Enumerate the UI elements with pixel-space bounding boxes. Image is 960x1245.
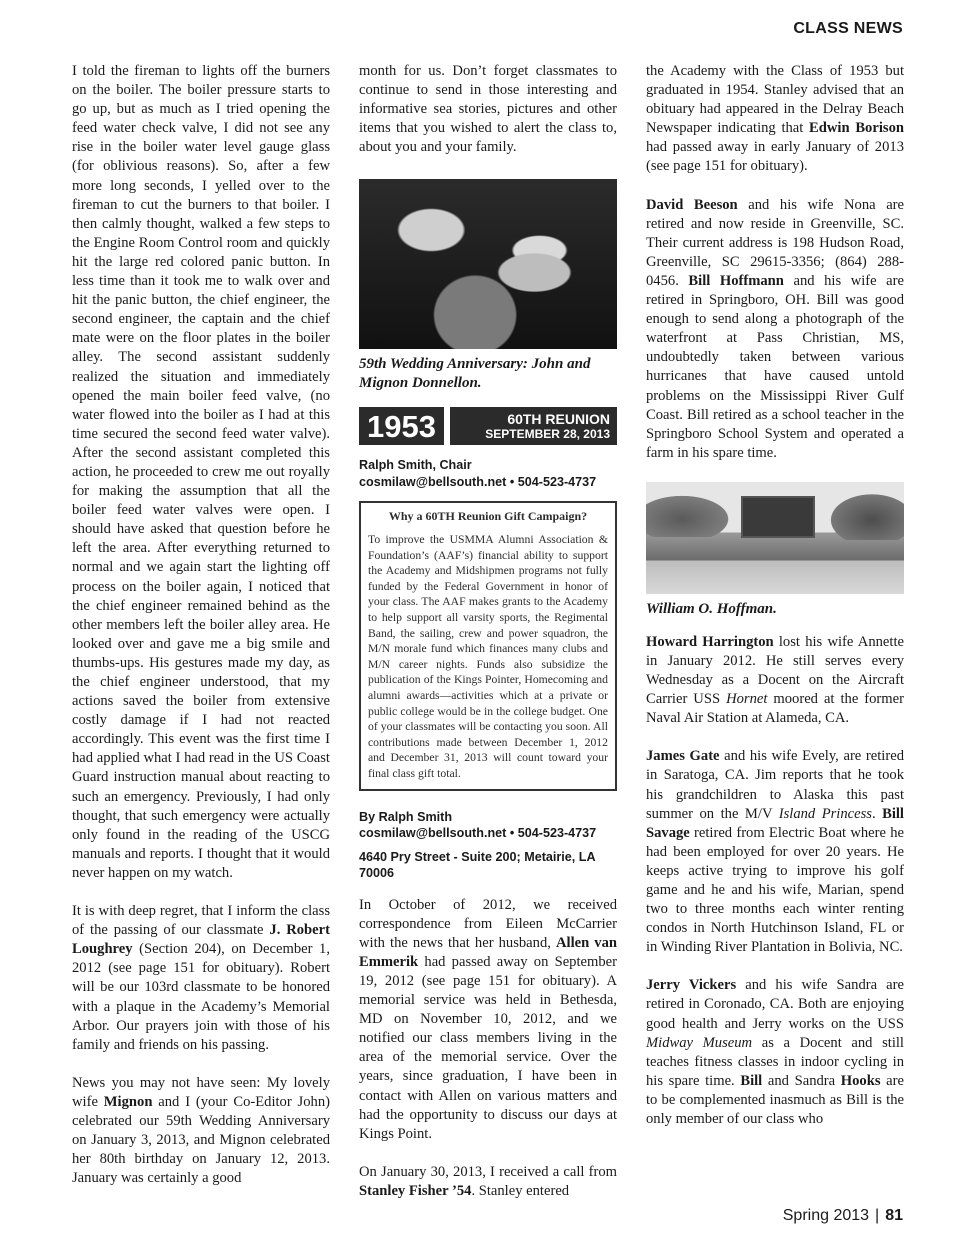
photo-caption: 59th Wedding Anniversary: John and Mignon Donnellon. (359, 356, 591, 392)
article-paragraph: David Beeson and his wife Nona are retired and now reside in Greenville, SC. Their current address is 198 Hudson Road, Greenville, SC 29615-3356; (864) 288-0456. Bill Hoffmann and his wife are retired in Springboro, OH. Bill was good enough to send along a photograph of the waterfront at Pass Christian, MS, undoubtedly taken between various hurricanes that have caused untold problems on the Mississippi River Gulf Coast. Bill retired as a school teacher in the Springboro School System and operated a farm in his spare time. (646, 196, 905, 461)
classmate-name: David Beeson (646, 196, 738, 213)
classmate-name: Mignon (103, 1093, 153, 1110)
pass-christian-photo (646, 482, 904, 594)
anniversary-photo (359, 179, 617, 349)
issue-label: Spring 2013 (782, 1207, 870, 1224)
classmate-name: James Gate (646, 748, 720, 765)
classmate-name: Howard Harrington (646, 633, 774, 650)
chair-email-phone: cosmilaw@bellsouth.net • 504-523-4737 (359, 474, 597, 489)
column-left (72, 62, 330, 1207)
article-paragraph: It is with deep regret, that I inform the class of the passing of our classmate J. Robert Loughrey (Section 204), on December 1, 2012 (see page 151 for obituary). Robert will be our 103rd classmate to be honored with a plaque in the Academy’s Memorial Arbor. Our prayers join with those of his family and friends on his passing. (72, 903, 330, 1053)
byline-address: 4640 Pry Street - Suite 200; Metairie, LA 70006 (359, 849, 596, 881)
chair-name: Ralph Smith, Chair (359, 458, 472, 473)
reunion-chair-contact (359, 457, 617, 490)
article-paragraph: News you may not have seen: My lovely wife Mignon and I (your Co-Editor John) celebrated our 59th Wedding Anniversary on January 3, 2013, and Mignon celebrated her 80th birthday on January 12, 2013. January was certainly a good (72, 1074, 330, 1187)
article-paragraph: James Gate and his wife Evely, are retired in Saratoga, CA. Jim reports that he took his grandchildren to Alaska this past summer on the M/V Island Princess. Bill Savage retired from Electric Boat where he had been employed for over 20 years. He keeps active trying to improve his golf game and he and his wife, Marian, spend two to three months each winter renting condos in North Hutchinson Island, FL or in Winding River Plantation in Bolivia, NC. (646, 748, 904, 956)
classmate-name: Bill Savage (646, 805, 904, 841)
article-paragraph: In October of 2012, we received correspondence from Eileen McCarrier with the news that her husband, Allen van Emmerik had passed away on September 19, 2012 (see page 151 for obituary). A memorial service was held in Bethesda, MD on November 10, 2012, and we notified our class members living in the area of the memorial service. Over the years, since graduation, I have been in contact with Allen on various matters and had the opportunity to discuss our days at Kings Point. (359, 896, 618, 1142)
section-header: CLASS NEWS (793, 20, 903, 37)
page-footer (783, 1207, 903, 1225)
byline-email-phone: cosmilaw@bellsouth.net • 504-523-4737 (359, 826, 597, 841)
photo-caption: William O. Hoffman. (646, 600, 777, 617)
gift-campaign-box (359, 501, 617, 790)
classmate-name: Bill Hoffmann (688, 272, 784, 289)
article-paragraph: the Academy with the Class of 1953 but graduated in 1954. Stanley advised that an obituary had appeared in the Delray Beach Newspaper indicating that Edwin Borison had passed away in early January of 2013 (see page 151 for obituary). (646, 63, 904, 175)
ship-name: Island Princess (778, 805, 872, 822)
article-paragraph: month for us. Don’t forget classmates to continue to send in those interesting and informative sea stories, pictures and other items that you wished to alert the class to, about you and your family. (359, 63, 617, 156)
gift-campaign-text: To improve the USMMA Alumni Association & Foundation’s (AAF’s) financial ability to support the Academy and Midshipmen programs not fully funded by the Federal Government in honor of your class. The AAF makes grants to the Academy to help support all varsity sports, the Regimental Band, the sailing, crew and power squadron, the M/N morale fund which finances many clubs and M/N career nights. Funds also subsidize the publication of the Kings Pointer, Homecoming and alumni awards—activities which at a private or public college would be in the college budget. One of your classmates will be contacting you soon. All contributions made between December 1, 2012 and December 31, 2013 will count toward your final class gift total. (368, 533, 608, 780)
classmate-name: Bill (740, 1072, 763, 1089)
reunion-date: SEPTEMBER 28, 2013 (485, 427, 610, 442)
article-paragraph: Howard Harrington lost his wife Annette in January 2012. He still serves every Wednesday as a Docent on the Aircraft Carrier USS Hornet moored at the former Naval Air Station at Alameda, CA. (646, 633, 904, 727)
classmate-name: Hooks (840, 1072, 881, 1089)
article-paragraph: Jerry Vickers and his wife Sandra are retired in Coronado, CA. Both are enjoying good health and Jerry works on the USS Midway Museum as a Docent and still teaches fitness classes in indoor cycling in his spare time. Bill and Sandra Hooks are to be complemented inasmuch as Bill is the only member of our class who (646, 977, 904, 1128)
footer-separator: | (875, 1207, 880, 1224)
reunion-banner (450, 407, 617, 445)
article-paragraph: I told the fireman to lights off the burners on the boiler. The boiler pressure starts to go up, but as much as I tried opening the feed water check valve, I did not see any rise in the boiler water level gauge glass (for oblivious reasons). So, after a few more long seconds, I yelled over to the fireman to cut the burners to that boiler. I then calmly thought, walked a few steps to the Engine Room Control room and quickly hit the large red colored panic button. In less time than it took me to walk over and hit the panic button, the chief engineer, the second engineer, the captain and the chief mate were on the floor plates in the boiler alley. The second assistant suddenly realized the situation and immediately opened the main boiler feed valve, (no water flowed into the boiler as I had at this time secured the second feed water valve). After the second assistant completed this action, he proceeded to crew me out royally for making the assumption that all the boiler feed water valves were open. I should have asked that question before he left the area. After everything returned to normal and we again start the lighting off process on the boiler again, I noticed that the chief engineer remained behind as the other members left the boiler alley area. He looked over and gave me a big smile and thumbs-ups. His gestures made my day, as the chief engineer understood, that my actions saved the boiler from extensive costly damage if I had not reacted accordingly. This event was the first time I had applied what I had read in the US Coast Guard instruction manual about reacting to such an emergency. Previously, I had only thought, that such emergency were actually only found in the reading of the USCG manuals and reports. I thought that it would never happen on my watch. (72, 63, 330, 881)
classmate-name: Jerry Vickers (646, 977, 737, 994)
ship-name: Hornet (726, 691, 768, 708)
byline-author: By Ralph Smith (359, 809, 453, 824)
article-paragraph: On January 30, 2013, I received a call from Stanley Fisher ’54. Stanley entered (359, 1163, 617, 1199)
ship-name: Midway Museum (646, 1034, 753, 1051)
gift-campaign-title: Why a 60TH Reunion Gift Campaign? (388, 509, 588, 524)
class-year-banner (359, 407, 617, 445)
reunion-title: 60TH REUNION (507, 411, 610, 428)
class-year: 1953 (359, 407, 444, 445)
tree-shape (646, 492, 736, 537)
classmate-name: J. Robert Loughrey (72, 922, 330, 958)
classmate-name: Stanley Fisher ’54 (359, 1182, 472, 1199)
classmate-name: Allen van Emmerik (359, 934, 618, 970)
column-middle (359, 62, 617, 1220)
tree-shape (824, 490, 904, 540)
column-right (646, 62, 904, 1148)
page-number: 81 (885, 1207, 903, 1224)
byline (359, 809, 617, 882)
classmate-name: Edwin Borison (809, 120, 904, 137)
pass-christian-sign (741, 496, 815, 538)
